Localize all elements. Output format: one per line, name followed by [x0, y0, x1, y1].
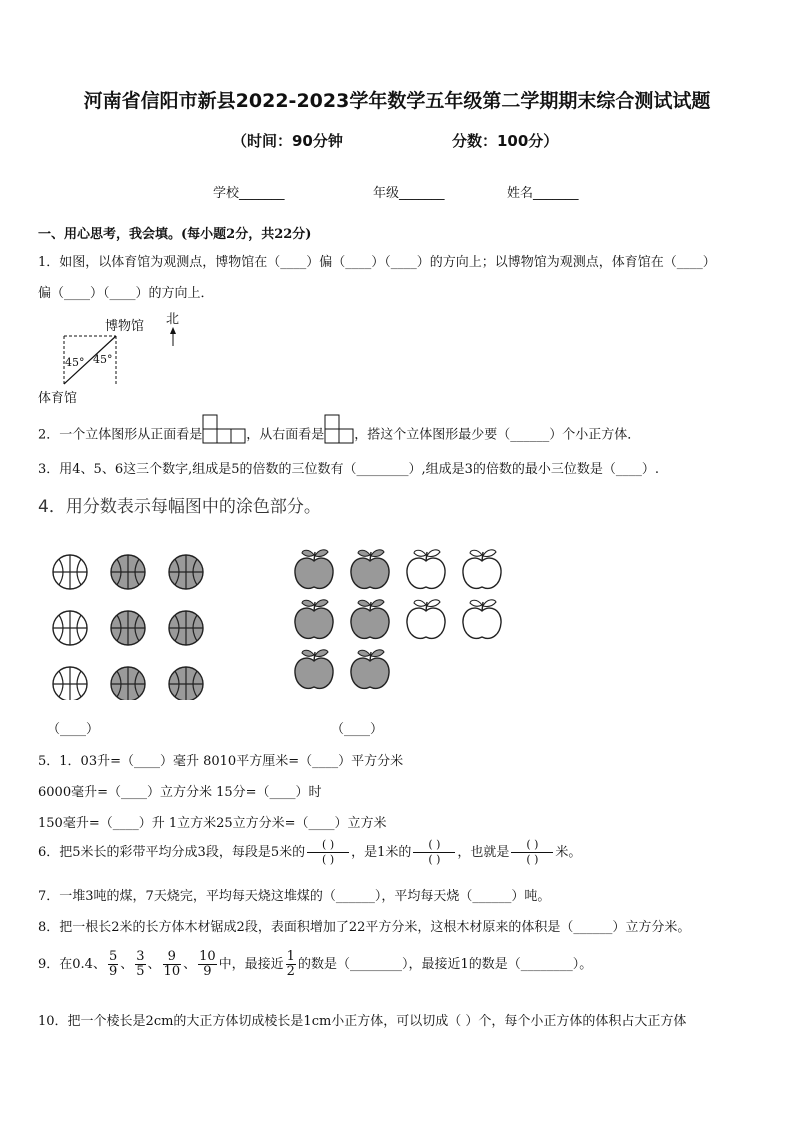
section-heading: 一、用心思考，我会填。(每小题2分，共22分) — [38, 227, 312, 242]
school-field: 学校_______ — [213, 186, 285, 201]
question-6-part-c: ，也就是 — [457, 845, 510, 860]
time-label: （时间：90分钟 — [232, 132, 343, 150]
angle-label: 45° — [65, 356, 85, 369]
question-4: 4．用分数表示每幅图中的涂色部分。 — [38, 497, 321, 517]
angle-label: 45° — [93, 353, 113, 366]
question-2-part-a: 2．一个立体图形从正面看是 — [38, 427, 203, 443]
apple-icon — [463, 550, 501, 589]
question-5-line1: 5．1．03升=（____）毫升 8010平方厘米=（____）平方分米 — [38, 754, 404, 769]
q4-blank-2: （____） — [331, 722, 384, 737]
question-1-line1: 1．如图，以体育馆为观测点，博物馆在（____）偏（____）（____）的方向上；以博物馆为观测点，体育馆在（____） — [38, 255, 716, 270]
right-view-figure — [324, 414, 354, 456]
gym-label: 体育馆 — [38, 391, 78, 406]
question-2-part-c: ，搭这个立体图形最少要（______）个小正方体． — [354, 427, 641, 443]
fraction-5-9: $\frac{5}{9}$ — [108, 949, 118, 979]
apple-icon — [407, 550, 445, 589]
apple-icon — [295, 600, 333, 639]
basketball-icon — [169, 667, 203, 700]
question-1-line2: 偏（____）（____）的方向上． — [38, 286, 214, 301]
question-8: 8．把一根长2米的长方体木材锯成2段，表面积增加了22平方分米，这根木材原来的体积是（______）立方分米。 — [38, 920, 691, 935]
fraction-9-10: $\frac{9}{10}$ — [163, 949, 181, 979]
question-9-part-a: 9．在0.4、 — [38, 957, 106, 972]
question-9-part-b: 中，最接近 — [218, 957, 284, 972]
question-2-part-b: ，从右面看是 — [246, 427, 325, 443]
basketball-icon — [53, 555, 87, 589]
apple-icon — [351, 650, 389, 689]
fraction-blank: ( ) ( ) — [511, 838, 553, 867]
name-field: 姓名_______ — [507, 186, 579, 201]
question-6 — [38, 838, 581, 867]
question-9: 9．在0.4、 $\frac{5}{9}$ 、 $\frac{3}{5}$ 、 $\frac{9}{10}$ 、 $\frac{10}{9}$ 中，最接近 $\frac{1}{2}$ 的数是（________），最接近1的数是（________）。 — [38, 949, 593, 979]
apple-icon — [463, 600, 501, 639]
basketball-icon — [53, 611, 87, 645]
front-view-figure — [202, 414, 246, 456]
question-5-line3: 150毫升=（____）升 1立方米25立方分米=（____）立方米 — [38, 816, 387, 831]
apple-icon — [295, 550, 333, 589]
fraction-3-5: $\frac{3}{5}$ — [136, 949, 145, 979]
apple-icon — [295, 650, 333, 689]
basketball-icon — [111, 555, 145, 589]
question-5-line2: 6000毫升=（____）立方分米 15分=（____）时 — [38, 785, 322, 800]
question-3: 3．用4、5、6这三个数字,组成是5的倍数的三位数有（________）,组成是3的倍数的最小三位数是（____）. — [38, 462, 660, 477]
basketball-icon — [111, 667, 145, 700]
fraction-blank: ( ) ( ) — [413, 838, 455, 867]
question-10: 10．把一个棱长是2cm的大正方体切成棱长是1cm小正方体，可以切成（ ）个，每个小正方体的体积占大正方体 — [38, 1014, 687, 1029]
fraction-blank: ( ) ( ) — [307, 838, 349, 867]
fraction-10-9: $\frac{10}{9}$ — [199, 949, 216, 979]
apple-icon — [407, 600, 445, 639]
q4-figures — [40, 540, 780, 700]
question-2 — [38, 414, 640, 456]
fraction-1-2: $\frac{1}{2}$ — [286, 949, 295, 979]
museum-label: 博物馆 — [105, 319, 145, 334]
basketball-icon — [53, 667, 87, 700]
north-label: 北 — [166, 312, 180, 327]
apple-icon — [351, 550, 389, 589]
score-label: 分数：100分） — [452, 132, 559, 150]
q4-blank-1: （____） — [47, 722, 100, 737]
apple-icon — [351, 600, 389, 639]
basketball-icon — [111, 611, 145, 645]
basketball-icon — [169, 555, 203, 589]
page-title: 河南省信阳市新县2022-2023学年数学五年级第二学期期末综合测试试题 — [83, 90, 711, 112]
question-7: 7．一堆3吨的煤，7天烧完，平均每天烧这堆煤的（______），平均每天烧（______）吨。 — [38, 889, 551, 904]
question-6-part-a: 6．把5米长的彩带平均分成3段，每段是5米的 — [38, 845, 306, 860]
question-6-part-b: ，是1米的 — [351, 845, 412, 860]
question-6-part-d: 米。 — [555, 845, 582, 860]
grade-field: 年级_______ — [373, 186, 445, 201]
basketball-icon — [169, 611, 203, 645]
question-9-part-c: 的数是（________），最接近1的数是（________）。 — [297, 957, 593, 972]
